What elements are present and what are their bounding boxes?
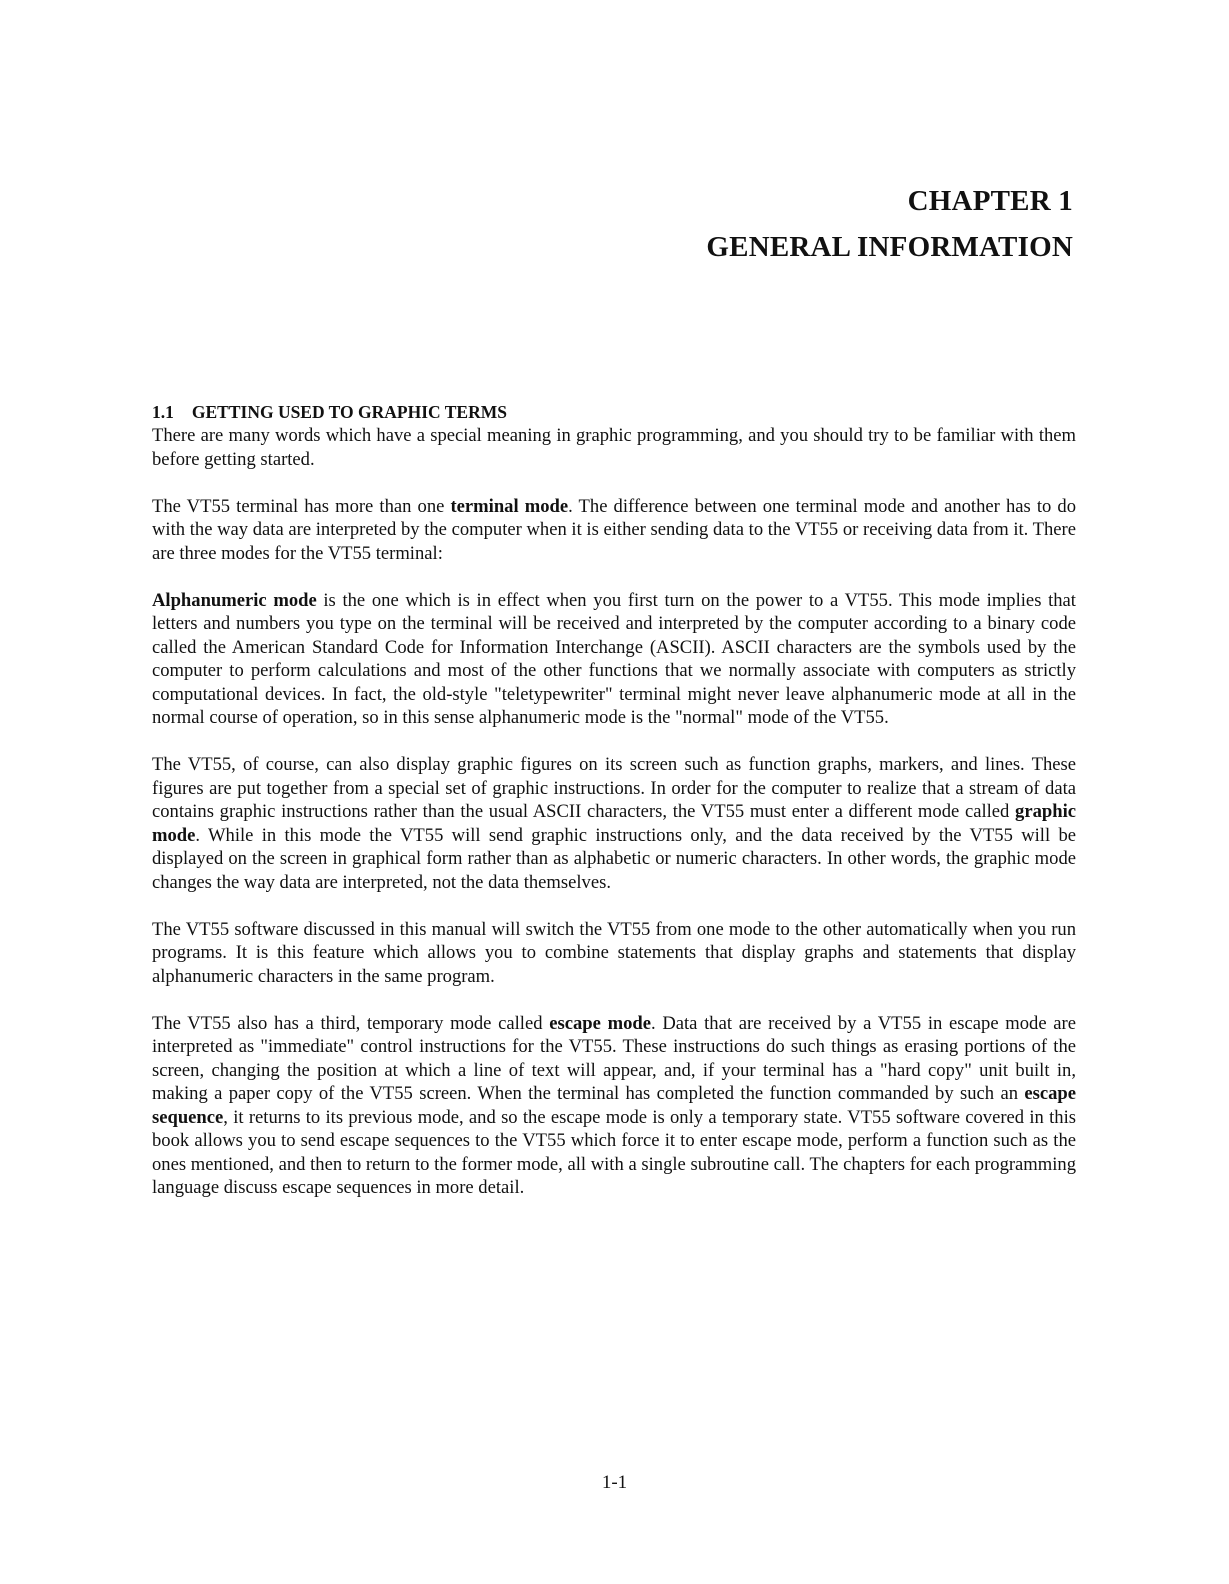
page-body xyxy=(152,400,1076,1223)
term-graphic-mode: graphic mode xyxy=(152,801,1076,846)
paragraph-mode-switching xyxy=(152,918,1076,989)
chapter-label: CHAPTER 1 xyxy=(907,185,1073,217)
term-alphanumeric-mode: Alphanumeric mode xyxy=(152,589,317,611)
paragraph-text: The VT55 also has a third, temporary mode called xyxy=(152,1012,550,1034)
paragraph-escape-mode xyxy=(152,1012,1076,1200)
term-terminal-mode: terminal mode xyxy=(450,495,569,517)
paragraph-text: . Data that are received by a VT55 in escape mode are interpreted as "immediate" control instructions for the VT55. These instructions do such things as erasing portions of the screen, changing the position at which a line of text will appear, and, if your terminal has a "hard copy" unit built in, making a paper copy of the VT55 screen. When the terminal has completed the function commanded by such an xyxy=(152,1012,1076,1104)
paragraph-text: There are many words which have a special meaning in graphic programming, and you should try to be familiar with them before getting started. xyxy=(152,425,1076,470)
paragraph-intro xyxy=(152,424,1076,471)
paragraph-text: The VT55 terminal has more than one xyxy=(152,495,451,517)
section-title: GETTING USED TO GRAPHIC TERMS xyxy=(191,402,507,422)
paragraph-text: . The difference between one terminal mode and another has to do with the way data are interpreted by the computer when it is either sending data to the VT55 or receiving data from it. There are three modes for the VT55 terminal: xyxy=(152,495,1076,564)
paragraph-text: The VT55 software discussed in this manual will switch the VT55 from one mode to the other automatically when you run programs. It is this feature which allows you to combine statements that display graphs and statements that display alphanumeric characters in the same program. xyxy=(152,918,1076,987)
section-heading xyxy=(152,400,1076,424)
chapter-title: GENERAL INFORMATION xyxy=(706,231,1073,263)
paragraph-text: The VT55, of course, can also display graphic figures on its screen such as function graphs, markers, and lines. These figures are put together from a special set of graphic instructions. In order for the computer to realize that a stream of data contains graphic instructions rather than the usual ASCII characters, the VT55 must enter a different mode called xyxy=(152,754,1076,822)
paragraph-text: is the one which is in effect when you first turn on the power to a VT55. This mode implies that letters and numbers you type on the terminal will be received and interpreted by the computer according to a binary code called the American Standard Code for Information Interchange (ASCII). ASCII characters are the symbols used by the computer to perform calculations and most of the other functions that we normally associate with computers as strictly computational devices. In fact, the old-style "teletypewriter" terminal might never leave alphanumeric mode at all in the normal course of operation, so in this sense alphanumeric mode is the "normal" mode of the VT55. xyxy=(152,589,1076,728)
page-number: 1-1 xyxy=(601,1472,628,1493)
chapter-heading xyxy=(706,178,1073,270)
paragraph-terminal-mode xyxy=(152,495,1076,566)
term-escape-sequence: escape sequence xyxy=(152,1083,1076,1128)
term-escape-mode: escape mode xyxy=(549,1012,651,1034)
paragraph-graphic-mode xyxy=(152,753,1076,894)
paragraph-alphanumeric-mode xyxy=(152,589,1076,730)
paragraph-text: . While in this mode the VT55 will send graphic instructions only, and the data received by the VT55 will be displayed on the screen in graphical form rather than as alphabetic or numeric characters. In other words, the graphic mode changes the way data are interpreted, not the data themselves. xyxy=(152,824,1076,893)
section-number: 1.1 xyxy=(152,402,174,422)
paragraph-text: , it returns to its previous mode, and so the escape mode is only a temporary state. VT55 software covered in this book allows you to send escape sequences to the VT55 which force it to enter escape mode, perform a function such as the ones mentioned, and then to return to the former mode, all with a single subroutine call. The chapters for each programming language discuss escape sequences in more detail. xyxy=(152,1106,1076,1198)
